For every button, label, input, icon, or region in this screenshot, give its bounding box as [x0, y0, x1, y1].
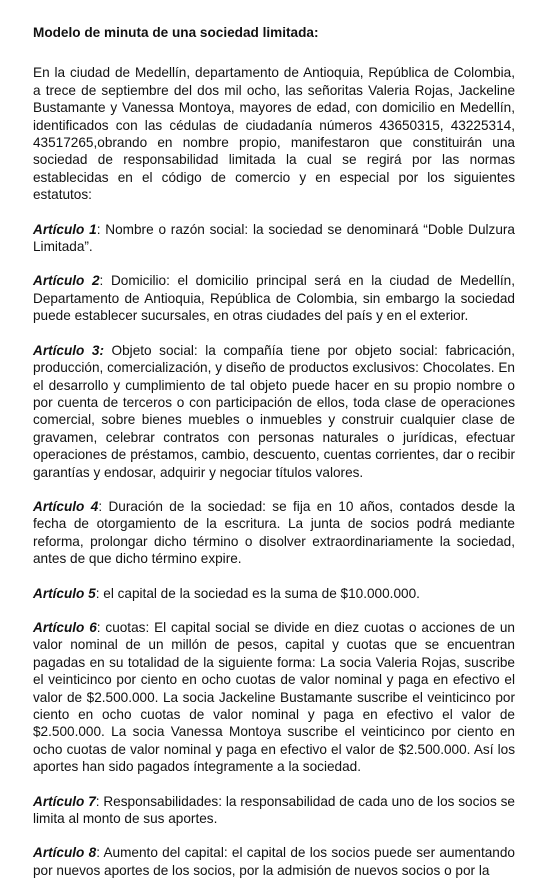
document-page — [33, 24, 515, 896]
article-4 — [33, 498, 515, 568]
article-6 — [33, 619, 515, 776]
article-text: : Aumento del capital: el capital de los socios puede ser aumentando por nuevos aportes de los socios, por la admisión de nuevos socios o por la — [33, 845, 515, 878]
article-text: Objeto social: la compañía tiene por objeto social: fabricación, producción, comercialización, y diseño de productos exclusivos: Chocolates. En el desarrollo y cumplimiento de tal objeto puede hacer en su propio nombre o por cuenta de terceros o con participación de ellos, toda clase de operaciones comercial, sobre bienes muebles o inmuebles y construir cualquier clase de gravamen, celebrar contratos con personas naturales o jurídicas, efectuar operaciones de préstamos, cambio, descuento, cuentas corrientes, dar o recibir garantías y endosar, adquirir y negociar títulos valores. — [33, 342, 516, 480]
article-text: : cuotas: El capital social se divide en diez cuotas o acciones de un valor nominal de un millón de pesos, capital y cuotas que se encuentran pagadas en su totalidad de la siguiente forma: La socia Valeria Rojas, suscribe el veinticinco por ciento en ocho cuotas de valor nominal y paga en efectivo el valor de $2.500.000. La socia Jackeline Bustamante suscribe el veinticinco por ciento en ocho cuotas de valor nominal y paga en efectivo el valor de $2.500.000. La socia Vanessa Montoya suscribe el veinticinco por ciento en ocho cuotas de valor nominal y paga en efectivo el valor de $2.500.000. Así los aportes han sido pagados íntegramente a la sociedad. — [33, 619, 515, 775]
article-label: Artículo 4 — [33, 498, 99, 514]
article-label: Artículo 1 — [33, 221, 97, 237]
article-label: Artículo 2 — [33, 273, 100, 289]
article-5 — [33, 585, 515, 602]
intro-paragraph: En la ciudad de Medellín, departamento de Antioquia, República de Colombia, a trece de septiembre del dos mil ocho, las señoritas Valeria Rojas, Jackeline Bustamante y Vanessa Montoya, mayores de edad, con domicilio en Medellín, identificados con las cédulas de ciudadanía números 43650315, 43225314, 43517265,obrando en nombre propio, manifestaron que constituirán una sociedad de responsabilidad limitada la cual se regirá por las normas establecidas en el código de comercio y en especial por los siguientes estatutos: — [33, 65, 515, 203]
article-label: Artículo 6 — [33, 619, 97, 635]
article-2 — [33, 272, 515, 324]
article-text: : Nombre o razón social: la sociedad se denominará “Doble Dulzura Limitada”. — [33, 221, 515, 255]
article-text: : Responsabilidades: la responsabilidad de cada uno de los socios se limita al monto de sus aportes. — [33, 793, 515, 827]
article-label: Artículo 7 — [33, 793, 96, 809]
article-8 — [33, 844, 515, 879]
article-text: : Duración de la sociedad: se fija en 10 años, contados desde la fecha de otorgamiento de la escritura. La junta de socios podrá mediante reforma, prolongar dicho término o disolver extraordinariamente la sociedad, antes de que dicho término expire. — [33, 498, 515, 567]
article-label: Artículo 8 — [33, 845, 97, 861]
article-text: : Domicilio: el domicilio principal será en la ciudad de Medellín, Departamento de Antioquia, República de Colombia, sin embargo la sociedad puede establecer sucursales, en otras ciudades del país y en el exterior. — [33, 273, 515, 324]
article-label: Artículo 3: — [33, 342, 104, 358]
article-text: : el capital de la sociedad es la suma de $10.000.000. — [95, 585, 420, 601]
article-3 — [33, 342, 515, 481]
document-title: Modelo de minuta de una sociedad limitada: — [33, 25, 319, 40]
article-label: Artículo 5 — [33, 585, 96, 601]
article-1 — [33, 221, 515, 256]
article-7 — [33, 793, 515, 828]
